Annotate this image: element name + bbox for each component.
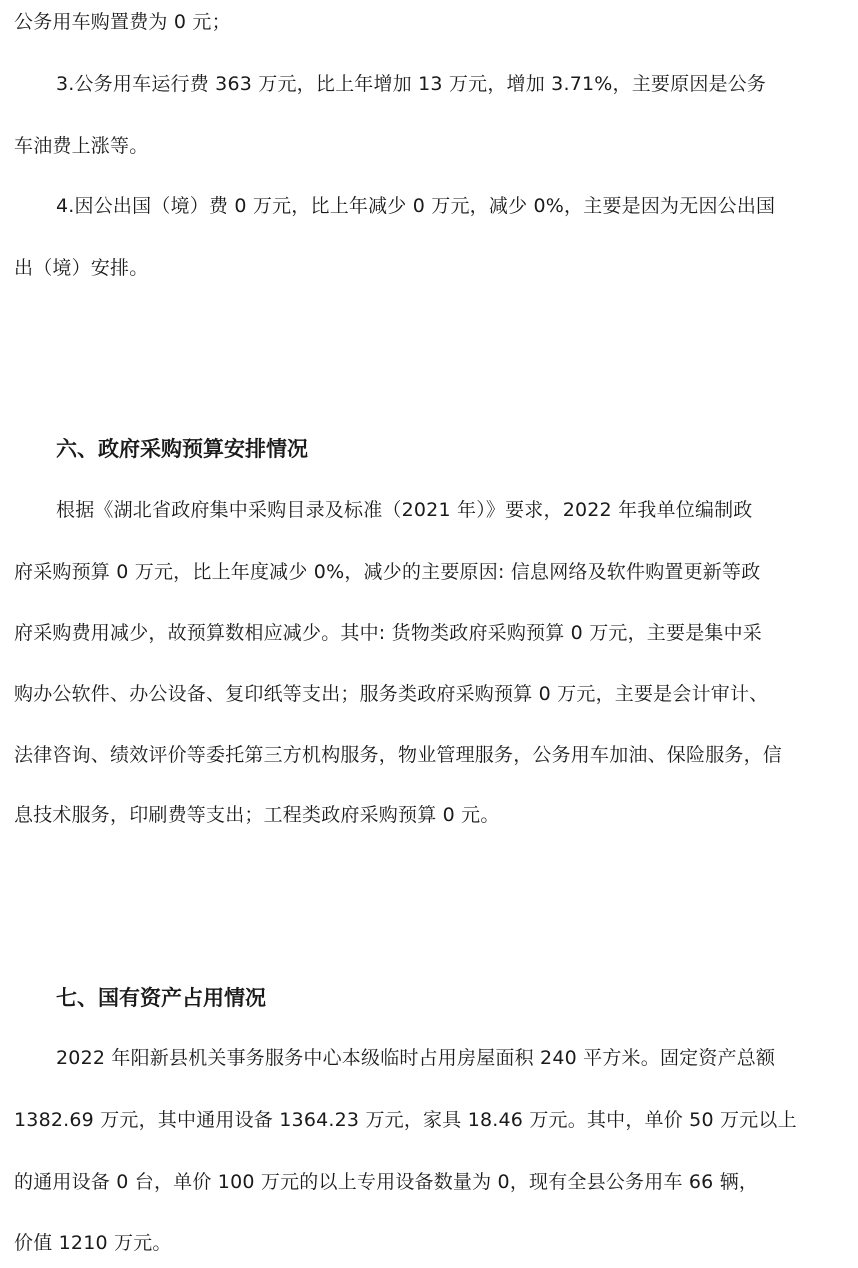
text-line: 府采购预算 0 万元，比上年度减少 0%，减少的主要原因: 信息网络及软件购置更新等政: [14, 561, 761, 583]
text-line: 价值 1210 万元。: [14, 1232, 172, 1254]
text-line: 4.因公出国（境）费 0 万元，比上年减少 0 万元，减少 0%，主要是因为无因公出国: [56, 195, 776, 217]
text-line: 根据《湖北省政府集中采购目录及标准（2021 年）》要求，2022 年我单位编制政: [56, 499, 753, 521]
text-line: 出（境）安排。: [14, 257, 149, 279]
text-line: 车油费上涨等。: [14, 135, 149, 157]
text-line: 的通用设备 0 台，单价 100 万元的以上专用设备数量为 0，现有全县公务用车 66 辆，: [14, 1171, 759, 1193]
text-line: 公务用车购置费为 0 元；: [14, 11, 231, 33]
text-line: 1382.69 万元，其中通用设备 1364.23 万元，家具 18.46 万元。其中，单价 50 万元以上: [14, 1109, 797, 1131]
text-line: 2022 年阳新县机关事务服务中心本级临时占用房屋面积 240 平方米。固定资产总额: [56, 1047, 776, 1069]
text-line: 购办公软件、办公设备、复印纸等支出；服务类政府采购预算 0 万元，主要是会计审计、: [14, 683, 769, 705]
section-heading-procurement: 六、政府采购预算安排情况: [56, 437, 308, 461]
text-line: 府采购费用减少，故预算数相应减少。其中: 货物类政府采购预算 0 万元，主要是集中采: [14, 622, 763, 644]
text-line: 息技术服务，印刷费等支出；工程类政府采购预算 0 元。: [14, 804, 500, 826]
text-line: 法律咨询、绩效评价等委托第三方机构服务，物业管理服务，公务用车加油、保险服务，信: [14, 744, 783, 766]
section-heading-assets: 七、国有资产占用情况: [56, 986, 266, 1010]
text-line: 3.公务用车运行费 363 万元，比上年增加 13 万元，增加 3.71%，主要原因是公务: [56, 73, 767, 95]
